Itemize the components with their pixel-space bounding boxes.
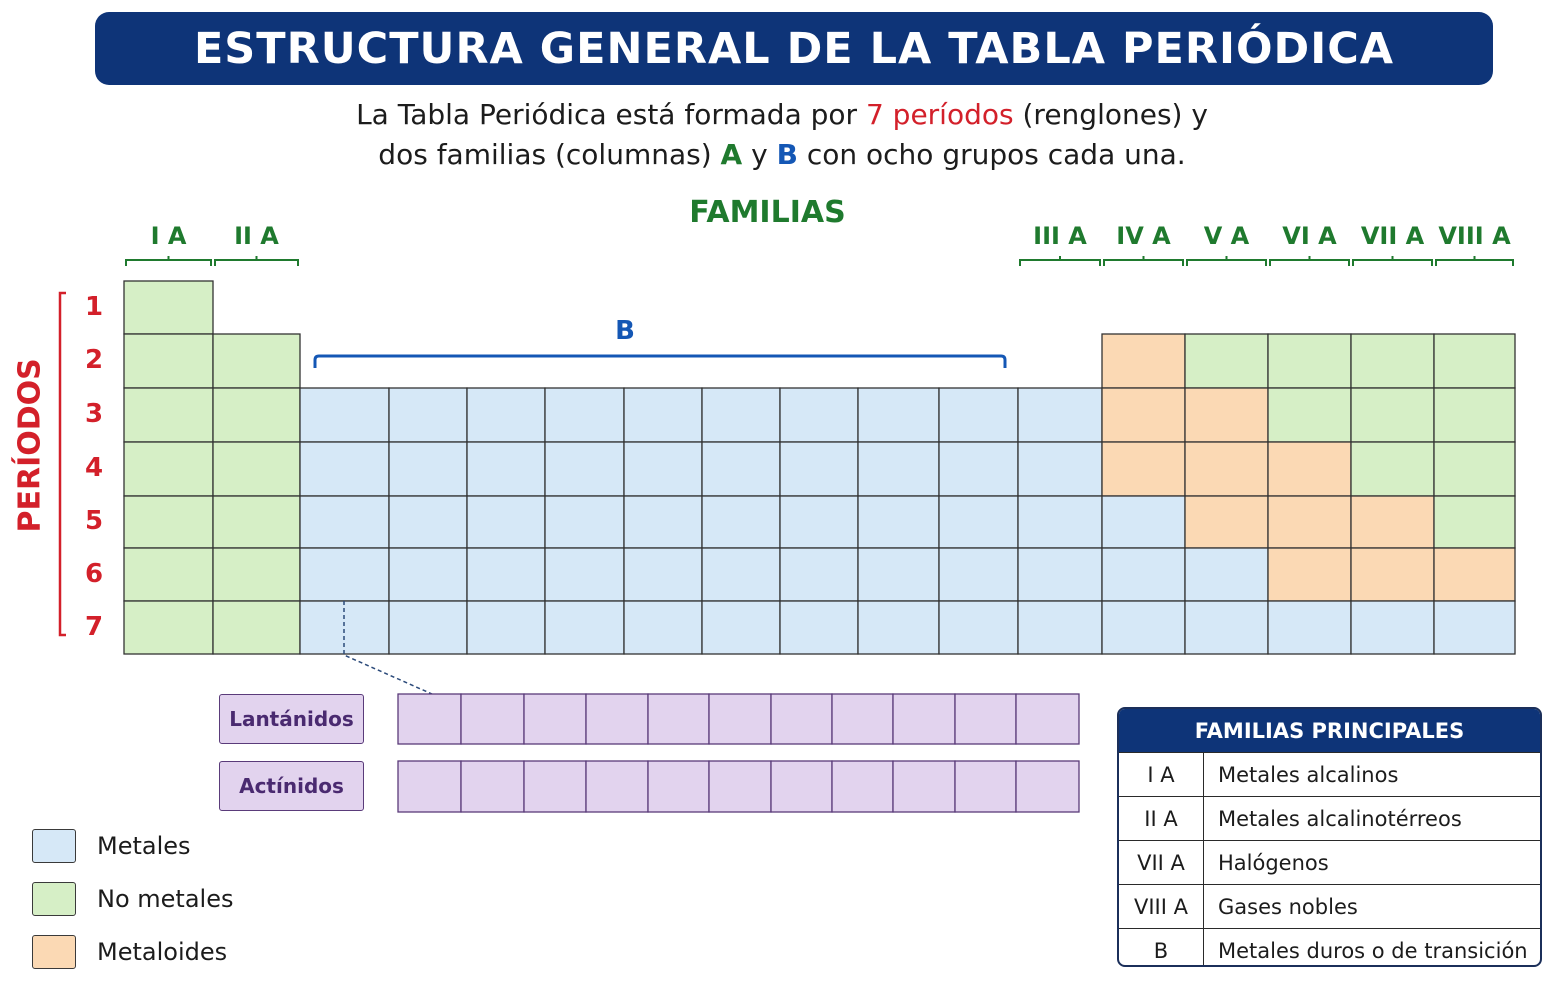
group-bracket <box>1270 256 1349 266</box>
lanthanide-cell <box>709 694 771 744</box>
group-bracket <box>1104 256 1183 266</box>
element-cell <box>1185 496 1268 548</box>
group-label: VIII A <box>1438 222 1511 250</box>
element-cell <box>624 496 702 548</box>
actinide-cell <box>461 761 524 812</box>
element-cell <box>124 388 213 442</box>
table-row <box>1119 884 1540 928</box>
element-cell <box>1268 442 1351 496</box>
element-cell <box>702 496 780 548</box>
element-cell <box>780 496 858 548</box>
element-cell <box>858 388 939 442</box>
element-cell <box>1102 496 1185 548</box>
main-families-table <box>1117 707 1542 967</box>
legend-swatch-metalloids <box>32 935 76 969</box>
element-cell <box>467 548 545 601</box>
element-cell <box>939 388 1018 442</box>
actinide-cell <box>893 761 955 812</box>
element-cell <box>858 601 939 654</box>
period-number: 2 <box>84 345 104 375</box>
subtitle-text: y <box>751 138 768 171</box>
b-family-label: B <box>615 316 635 346</box>
table-cell-name: Gases nobles <box>1218 894 1358 919</box>
element-cell <box>624 548 702 601</box>
legend-metalloids <box>32 935 227 969</box>
element-cell <box>1434 496 1515 548</box>
element-cell <box>124 548 213 601</box>
actinide-cell <box>709 761 771 812</box>
lanthanide-cell <box>586 694 648 744</box>
element-cell <box>124 334 213 388</box>
table-cell-name: Halógenos <box>1218 850 1329 875</box>
lanthanide-cell <box>524 694 586 744</box>
element-cell <box>1185 548 1268 601</box>
subtitle-highlight-periods: 7 períodos <box>865 98 1014 131</box>
element-cell <box>1018 601 1102 654</box>
legend-label: Metaloides <box>97 938 228 966</box>
element-cell <box>702 601 780 654</box>
group-label: I A <box>150 222 187 250</box>
table-row <box>1119 928 1540 967</box>
actinide-cell <box>771 761 832 812</box>
lanthanides-label-box <box>219 694 364 744</box>
element-cell <box>780 548 858 601</box>
element-cell <box>545 442 624 496</box>
actinide-cell <box>398 761 461 812</box>
element-cell <box>467 601 545 654</box>
lanthanide-cell <box>461 694 524 744</box>
legend-label: Metales <box>97 832 191 860</box>
main-families-header: FAMILIAS PRINCIPALES <box>1119 709 1540 752</box>
element-cell <box>124 281 213 334</box>
lanthanide-cell <box>648 694 709 744</box>
group-bracket <box>1187 256 1266 266</box>
element-cell <box>389 601 467 654</box>
periodos-label: PERÍODOS <box>12 358 48 533</box>
element-cell <box>213 388 300 442</box>
page-title: ESTRUCTURA GENERAL DE LA TABLA PERIÓDICA <box>193 23 1395 74</box>
group-label: IV A <box>1116 222 1171 250</box>
lanthanide-cell <box>832 694 893 744</box>
element-cell <box>467 442 545 496</box>
element-cell <box>1102 334 1185 388</box>
element-cell <box>389 388 467 442</box>
element-cell <box>1351 601 1434 654</box>
element-cell <box>124 601 213 654</box>
element-cell <box>1102 601 1185 654</box>
table-row <box>1119 840 1540 884</box>
element-cell <box>780 388 858 442</box>
period-number: 5 <box>84 506 104 536</box>
group-label: VII A <box>1360 222 1425 250</box>
group-label: III A <box>1033 222 1087 250</box>
table-cell-group: VII A <box>1119 841 1204 884</box>
table-row <box>1119 796 1540 840</box>
element-cell <box>1268 496 1351 548</box>
element-cell <box>1102 548 1185 601</box>
legend-label: No metales <box>97 885 234 913</box>
actinide-cell <box>648 761 709 812</box>
element-cell <box>939 496 1018 548</box>
element-cell <box>389 548 467 601</box>
table-row <box>1119 752 1540 796</box>
periods-bracket <box>60 293 66 635</box>
subtitle-text: con ocho grupos cada una. <box>806 138 1186 171</box>
element-cell <box>1018 496 1102 548</box>
group-bracket <box>1353 256 1432 266</box>
element-cell <box>624 601 702 654</box>
element-cell <box>1351 442 1434 496</box>
element-cell <box>1434 334 1515 388</box>
element-cell <box>1351 548 1434 601</box>
table-cell-name: Metales duros o de transición <box>1218 938 1528 963</box>
element-cell <box>545 548 624 601</box>
element-cell <box>1185 442 1268 496</box>
actinides-label: Actínidos <box>239 774 344 798</box>
familias-label: FAMILIAS <box>689 195 846 230</box>
group-bracket <box>126 256 211 266</box>
period-number: 7 <box>84 611 104 642</box>
element-cell <box>1351 334 1434 388</box>
element-cell <box>467 496 545 548</box>
subtitle-text: La Tabla Periódica está formada por <box>356 98 858 131</box>
element-cell <box>300 442 389 496</box>
lanthanide-cell <box>1016 694 1079 744</box>
subtitle-text: dos familias (columnas) <box>378 138 712 171</box>
period-number: 4 <box>84 453 104 483</box>
element-cell <box>624 388 702 442</box>
element-cell <box>545 388 624 442</box>
element-cell <box>1185 388 1268 442</box>
group-bracket <box>1020 256 1100 266</box>
actinide-cell <box>524 761 586 812</box>
element-cell <box>1351 388 1434 442</box>
element-cell <box>1268 388 1351 442</box>
table-cell-group: VIII A <box>1119 885 1204 928</box>
table-cell-name: Metales alcalinotérreos <box>1218 806 1462 831</box>
element-cell <box>702 388 780 442</box>
element-cell <box>213 548 300 601</box>
table-cell-group: B <box>1119 929 1204 967</box>
element-cell <box>545 601 624 654</box>
element-cell <box>213 442 300 496</box>
lanthanide-cell <box>771 694 832 744</box>
element-cell <box>858 548 939 601</box>
lanthanide-cell <box>398 694 461 744</box>
element-cell <box>1185 334 1268 388</box>
table-cell-group: II A <box>1119 797 1204 840</box>
element-cell <box>1434 548 1515 601</box>
element-cell <box>1351 496 1434 548</box>
group-label: V A <box>1203 222 1250 250</box>
element-cell <box>939 601 1018 654</box>
element-cell <box>1102 388 1185 442</box>
element-cell <box>300 388 389 442</box>
element-cell <box>1018 548 1102 601</box>
actinide-cell <box>586 761 648 812</box>
element-cell <box>467 388 545 442</box>
element-cell <box>1018 442 1102 496</box>
element-cell <box>1102 442 1185 496</box>
element-cell <box>858 442 939 496</box>
legend-swatch-metals <box>32 829 76 863</box>
group-label: VI A <box>1282 222 1337 250</box>
group-bracket <box>215 256 298 266</box>
period-number: 6 <box>84 558 104 589</box>
element-cell <box>1018 388 1102 442</box>
actinide-cell <box>1016 761 1079 812</box>
element-cell <box>1268 548 1351 601</box>
actinide-cell <box>955 761 1016 812</box>
legend-metals <box>32 829 191 863</box>
element-cell <box>124 442 213 496</box>
element-cell <box>939 548 1018 601</box>
period-number: 3 <box>84 399 104 429</box>
lanthanide-cell <box>955 694 1016 744</box>
subtitle-family-a: A <box>720 138 743 171</box>
actinides-label-box <box>219 761 364 811</box>
element-cell <box>213 334 300 388</box>
element-cell <box>702 442 780 496</box>
actinide-cell <box>832 761 893 812</box>
element-cell <box>702 548 780 601</box>
element-cell <box>1185 601 1268 654</box>
element-cell <box>1434 442 1515 496</box>
element-cell <box>624 442 702 496</box>
table-cell-name: Metales alcalinos <box>1218 762 1399 787</box>
element-cell <box>780 442 858 496</box>
element-cell <box>300 496 389 548</box>
element-cell <box>213 496 300 548</box>
element-cell <box>939 442 1018 496</box>
element-cell <box>1268 334 1351 388</box>
element-cell <box>300 548 389 601</box>
element-cell <box>213 601 300 654</box>
period-number: 1 <box>84 291 104 322</box>
element-cell <box>1434 601 1515 654</box>
element-cell <box>389 496 467 548</box>
table-cell-group: I A <box>1119 753 1204 796</box>
element-cell <box>780 601 858 654</box>
lanthanide-cell <box>893 694 955 744</box>
element-cell <box>1268 601 1351 654</box>
element-cell <box>389 442 467 496</box>
legend-swatch-nonmetals <box>32 882 76 916</box>
element-cell <box>124 496 213 548</box>
lanthanides-label: Lantánidos <box>229 707 354 731</box>
legend-nonmetals <box>32 882 233 916</box>
group-label: II A <box>234 222 279 250</box>
element-cell <box>545 496 624 548</box>
subtitle-text: (renglones) y <box>1022 98 1208 131</box>
b-family-brace <box>315 356 1005 368</box>
element-cell <box>858 496 939 548</box>
subtitle-family-b: B <box>776 138 798 171</box>
element-cell <box>1434 388 1515 442</box>
group-bracket <box>1436 256 1513 266</box>
